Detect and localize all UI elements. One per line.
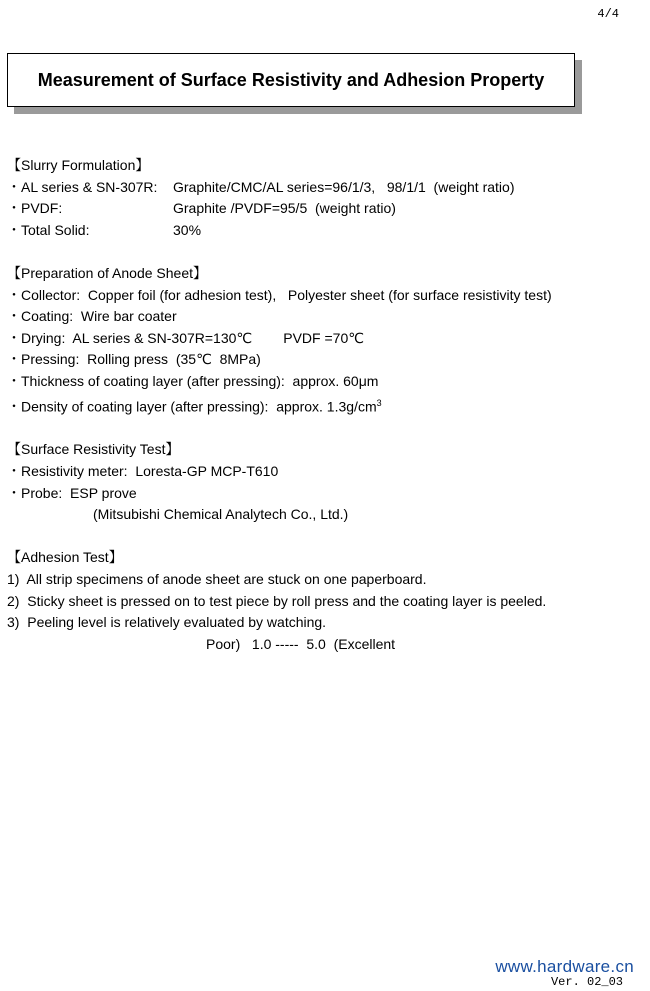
slurry-row	[7, 177, 627, 199]
slurry-row	[7, 198, 627, 220]
slurry-row-value: Graphite/CMC/AL series=96/1/3, 98/1/1 (weight ratio)	[173, 178, 515, 195]
anode-density-superscript: 3	[376, 397, 382, 408]
anode-thickness: ・Thickness of coating layer (after pressing): approx. 60μm	[7, 372, 379, 389]
probe-manufacturer: (Mitsubishi Chemical Analytech Co., Ltd.)	[93, 506, 349, 523]
slurry-row	[7, 220, 627, 242]
adhesion-step: 1) All strip specimens of anode sheet are stuck on one paperboard.	[7, 570, 427, 587]
resistivity-probe: ・Probe: ESP prove	[7, 484, 137, 501]
section-heading: 【Adhesion Test】	[7, 549, 123, 566]
adhesion-scale: Poor) 1.0 ----- 5.0 (Excellent	[206, 635, 396, 652]
anode-pressing: ・Pressing: Rolling press (35℃ 8MPa)	[7, 351, 261, 368]
slurry-row-value: Graphite /PVDF=95/5 (weight ratio)	[173, 200, 396, 217]
anode-collector: ・Collector: Copper foil (for adhesion test), Polyester sheet (for surface resistivity test)	[7, 286, 552, 303]
slurry-formulation-section	[7, 155, 627, 241]
adhesion-step: 3) Peeling level is relatively evaluated by watching.	[7, 614, 327, 631]
watermark: www.hardware.cn	[495, 957, 634, 976]
section-heading: 【Preparation of Anode Sheet】	[7, 264, 208, 281]
slurry-row-key: ・AL series & SN-307R:	[7, 178, 158, 195]
title-block	[7, 53, 575, 107]
page-title: Measurement of Surface Resistivity and Adhesion Property	[7, 53, 575, 107]
anode-density-text: ・Density of coating layer (after pressing): approx. 1.3g/cm	[7, 398, 377, 415]
slurry-row-key: ・Total Solid:	[7, 221, 90, 238]
version-label: Ver. 02_03	[550, 975, 623, 989]
surface-resistivity-section	[7, 439, 627, 525]
anode-sheet-section	[7, 263, 627, 418]
page-number: 4/4	[597, 7, 619, 21]
adhesion-step: 2) Sticky sheet is pressed on to test piece by roll press and the coating layer is peeled.	[7, 592, 547, 609]
anode-density	[7, 393, 627, 418]
anode-coating: ・Coating: Wire bar coater	[7, 308, 177, 325]
resistivity-meter: ・Resistivity meter: Loresta-GP MCP-T610	[7, 462, 279, 479]
adhesion-test-section	[7, 547, 627, 655]
anode-drying: ・Drying: AL series & SN-307R=130℃ PVDF =70℃	[7, 329, 364, 346]
slurry-row-key: ・PVDF:	[7, 200, 63, 217]
document-body	[7, 155, 627, 677]
section-heading: 【Surface Resistivity Test】	[7, 441, 180, 458]
section-heading: 【Slurry Formulation】	[7, 157, 150, 173]
slurry-row-value: 30%	[173, 221, 202, 238]
